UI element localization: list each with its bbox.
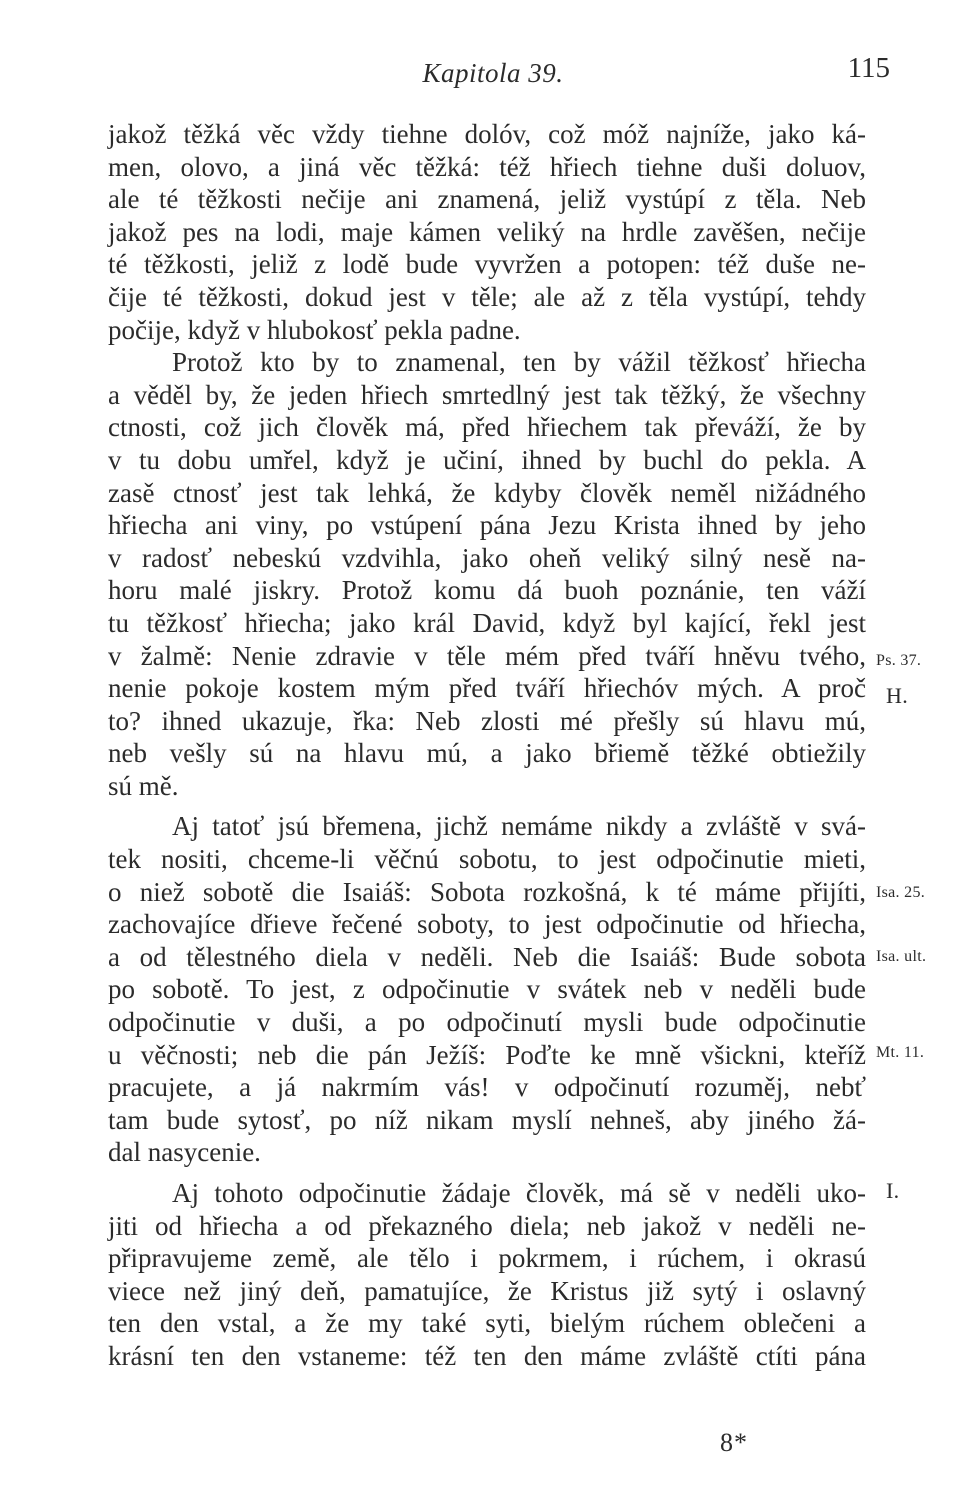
text-line: jakož těžká věc vždy tiehne dolóv, což móž najníže, jako ká- — [108, 119, 866, 149]
text-line: sú mě. — [108, 770, 179, 801]
text-line: jiti od hřiecha a od překazného diela; neb jakož v neděli ne- — [108, 1210, 866, 1241]
page-number: 115 — [847, 52, 890, 84]
text-line: v tu dobu umřel, když je učiní, ihned by buchl do pekla. A — [108, 444, 866, 475]
text-line: krásní ten den vstaneme: též ten den máme zvláště ctíti pána — [108, 1340, 866, 1371]
text-line: a od tělestného diela v neděli. Neb die Isaiáš: Bude sobota — [108, 941, 866, 972]
margin-note-ps37: Ps. 37. — [876, 652, 922, 669]
margin-note-h: H. — [886, 683, 908, 708]
text-line: ten den vstal, a že my také syti, bielým rúchem oblečeni a — [108, 1308, 866, 1339]
text-line: té těžkosti, jeliž z lodě bude vyvržen a potopen: též duše ne- — [108, 249, 866, 280]
text-line: Protož kto by to znamenal, ten by vážil těžkosť hřiecha — [172, 347, 866, 378]
text-line: dal nasycenie. — [108, 1137, 261, 1168]
body-text — [108, 118, 866, 1373]
text-line: to? ihned ukazuje, řka: Neb zlosti mé přešly sú hlavu mú, — [108, 705, 866, 736]
text-line: tam bude sytosť, po níž nikam myslí nehneš, aby jiného žá- — [108, 1104, 866, 1135]
text-line: horu malé jiskry. Protož komu dá buoh poznánie, ten váží — [108, 575, 866, 606]
text-line: odpočinutie v duši, a po odpočinutí mysli bude odpočinutie — [108, 1007, 866, 1038]
text-line: men, olovo, a jiná věc těžká: též hřiech tiehne duši doluov, — [108, 151, 866, 182]
text-line: Aj tatoť jsú břemena, jichž nemáme nikdy a zvláště v svá- — [172, 811, 866, 842]
text-line: Aj tohoto odpočinutie žádaje člověk, má sě v neděli uko- — [172, 1178, 866, 1208]
margin-notes — [876, 0, 960, 1495]
text-line: připravujeme země, ale tělo i pokrmem, i rúchem, i okrasú — [108, 1243, 866, 1274]
margin-note-mt11: Mt. 11. — [876, 1044, 925, 1061]
text-line: tek nositi, chceme-li věčnú sobotu, to jest odpočinutie mieti, — [108, 844, 866, 875]
signature-mark: 8* — [720, 1428, 748, 1457]
text-line: neb vešly sú na hlavu mú, a jako břiemě těžké obtiežily — [108, 738, 866, 769]
text-line: ale té těžkosti nečije ani znamená, jeliž vystúpí z těla. Neb — [108, 184, 866, 215]
text-line: tu těžkosť hřiecha; jako král David, když byl kající, řekl jest — [108, 607, 866, 638]
margin-note-isa25: Isa. 25. — [876, 884, 926, 901]
text-line: zasě ctnosť jest tak lehká, že kdyby člověk neměl nižádného — [108, 477, 866, 508]
text-line: a věděl by, že jeden hřiech smrtedlný jest tak těžký, že všechny — [108, 379, 866, 410]
text-line: hřiecha ani viny, po vstúpení pána Jezu Krista ihned by jeho — [108, 510, 866, 541]
text-line: počije, když v hlubokosť pekla padne. — [108, 314, 521, 345]
text-line: o niež sobotě die Isaiáš: Sobota rozkošná, k té máme přijíti, — [108, 876, 866, 907]
text-line: nenie pokoje kostem mým před tváří hřiechóv mých. A proč — [108, 673, 866, 704]
text-line: u věčnosti; neb die pán Ježíš: Poďte ke mně všickni, kteříž — [108, 1039, 866, 1070]
text-line: pracujete, a já nakrmím vás! v odpočinutí rozuměj, nebť — [108, 1072, 866, 1103]
running-title: Kapitola 39. — [422, 58, 564, 88]
margin-note-i: I. — [886, 1178, 900, 1203]
text-line: ctnosti, což jich člověk má, před hřiechem tak převáží, že by — [108, 412, 866, 443]
page-header — [108, 52, 890, 92]
text-line: jakož pes na lodi, maje kámen veliký na hrdle zavěšen, nečije — [108, 216, 866, 247]
text-line: v žalmě: Nenie zdravie v těle mém před tváří hněvu tvého, — [108, 640, 866, 671]
margin-note-isa-ult: Isa. ult. — [876, 948, 927, 965]
text-line: zachovajíce dřieve řečené soboty, to jest odpočinutie od hřiecha, — [108, 909, 866, 940]
text-line: v radosť nebeskú vzdvihla, jako oheň veliký silný nesě na- — [108, 542, 866, 573]
text-line: čije té těžkosti, dokud jest v těle; ale až z těla vystúpí, tehdy — [108, 281, 866, 312]
text-line: po sobotě. To jest, z odpočinutie v svátek neb v neděli bude — [108, 974, 866, 1005]
text-line: viece než jiný deň, pamatujíce, že Kristus již sytý i oslavný — [108, 1275, 866, 1306]
